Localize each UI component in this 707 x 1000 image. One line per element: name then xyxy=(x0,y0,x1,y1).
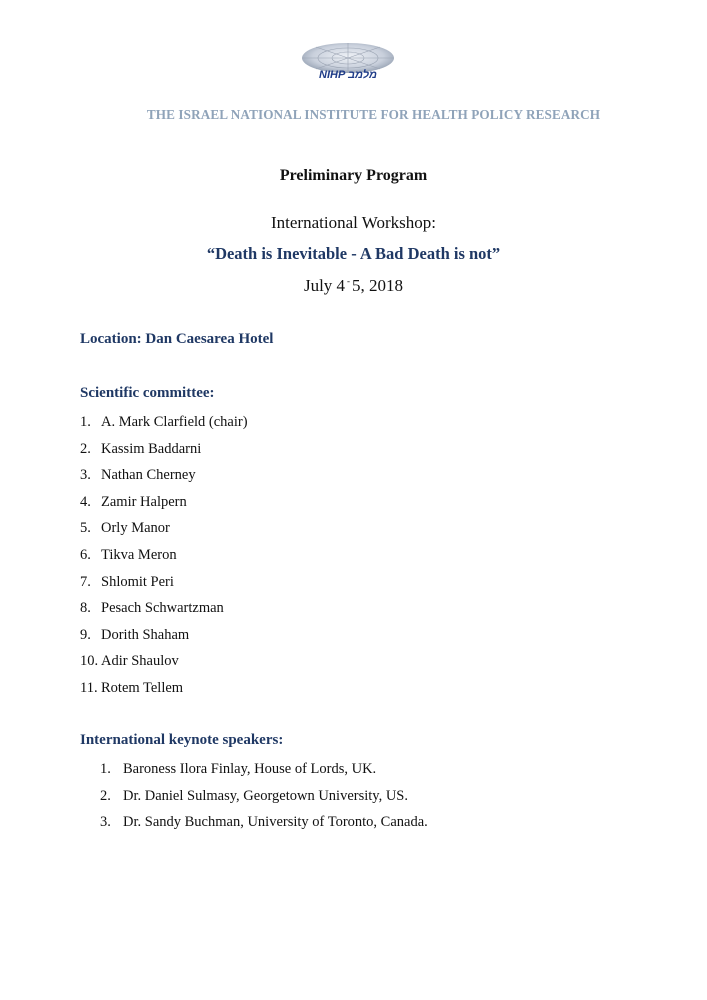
globe-icon xyxy=(298,38,398,86)
member-name: Nathan Cherney xyxy=(101,467,196,484)
list-item xyxy=(80,492,248,519)
member-name: Orly Manor xyxy=(101,520,170,537)
date-separator: - xyxy=(347,276,351,286)
list-item xyxy=(100,786,428,813)
list-item xyxy=(80,598,248,625)
list-number: 3. xyxy=(80,467,91,484)
list-number: 6. xyxy=(80,546,91,563)
member-name: A. Mark Clarfield (chair) xyxy=(101,414,248,430)
member-name: Rotem Tellem xyxy=(101,679,184,696)
list-number: 2. xyxy=(80,440,91,457)
list-number: 8. xyxy=(80,600,91,617)
list-item xyxy=(80,545,248,572)
member-name: Dorith Shaham xyxy=(101,626,190,643)
list-item xyxy=(80,678,248,705)
workshop-dates xyxy=(0,276,707,296)
list-item xyxy=(80,518,248,545)
program-heading: Preliminary Program xyxy=(279,167,428,184)
list-number: 7. xyxy=(80,573,91,590)
committee-list xyxy=(80,412,248,705)
list-number: 3. xyxy=(100,814,111,830)
member-name: Pesach Schwartzman xyxy=(101,600,224,617)
list-number: 1. xyxy=(100,761,111,777)
workshop-title: “Death is Inevitable - A Bad Death is not” xyxy=(206,244,501,263)
institute-name: THE ISRAEL NATIONAL INSTITUTE FOR HEALTH POLICY RESEARCH xyxy=(146,107,601,122)
list-number: 10. xyxy=(80,653,99,670)
list-number: 11. xyxy=(80,679,98,696)
member-name: Shlomit Peri xyxy=(101,573,174,590)
member-name: Tikva Meron xyxy=(101,546,177,563)
speaker-name: Dr. Sandy Buchman, University of Toronto, Canada. xyxy=(123,814,428,830)
speaker-name: Dr. Daniel Sulmasy, Georgetown University, US. xyxy=(123,787,409,804)
list-number: 2. xyxy=(100,787,111,804)
speaker-list xyxy=(100,759,428,839)
list-number: 5. xyxy=(80,520,91,537)
member-name: Adir Shaulov xyxy=(101,653,179,670)
member-name: Zamir Halpern xyxy=(101,493,187,510)
date-start: July 4 xyxy=(303,276,346,295)
list-item xyxy=(100,759,428,786)
list-number: 9. xyxy=(80,626,91,643)
list-item xyxy=(80,439,248,466)
list-item xyxy=(80,651,248,678)
nihp-logo xyxy=(298,38,398,86)
list-item xyxy=(80,572,248,599)
date-end: 5, 2018 xyxy=(352,276,404,295)
logo-text: NIHP מלמב xyxy=(319,69,377,81)
list-item xyxy=(80,625,248,652)
list-item xyxy=(80,412,248,439)
speaker-name: Baroness Ilora Finlay, House of Lords, UK. xyxy=(123,761,377,777)
list-item xyxy=(80,465,248,492)
list-item xyxy=(100,812,428,839)
keynote-heading: International keynote speakers: xyxy=(80,732,284,748)
member-name: Kassim Baddarni xyxy=(101,440,202,457)
location-label: Location: Dan Caesarea Hotel xyxy=(80,331,274,347)
list-number: 1. xyxy=(80,414,91,430)
list-number: 4. xyxy=(80,493,91,510)
committee-heading: Scientific committee: xyxy=(80,385,215,401)
workshop-line: International Workshop: xyxy=(271,213,436,232)
